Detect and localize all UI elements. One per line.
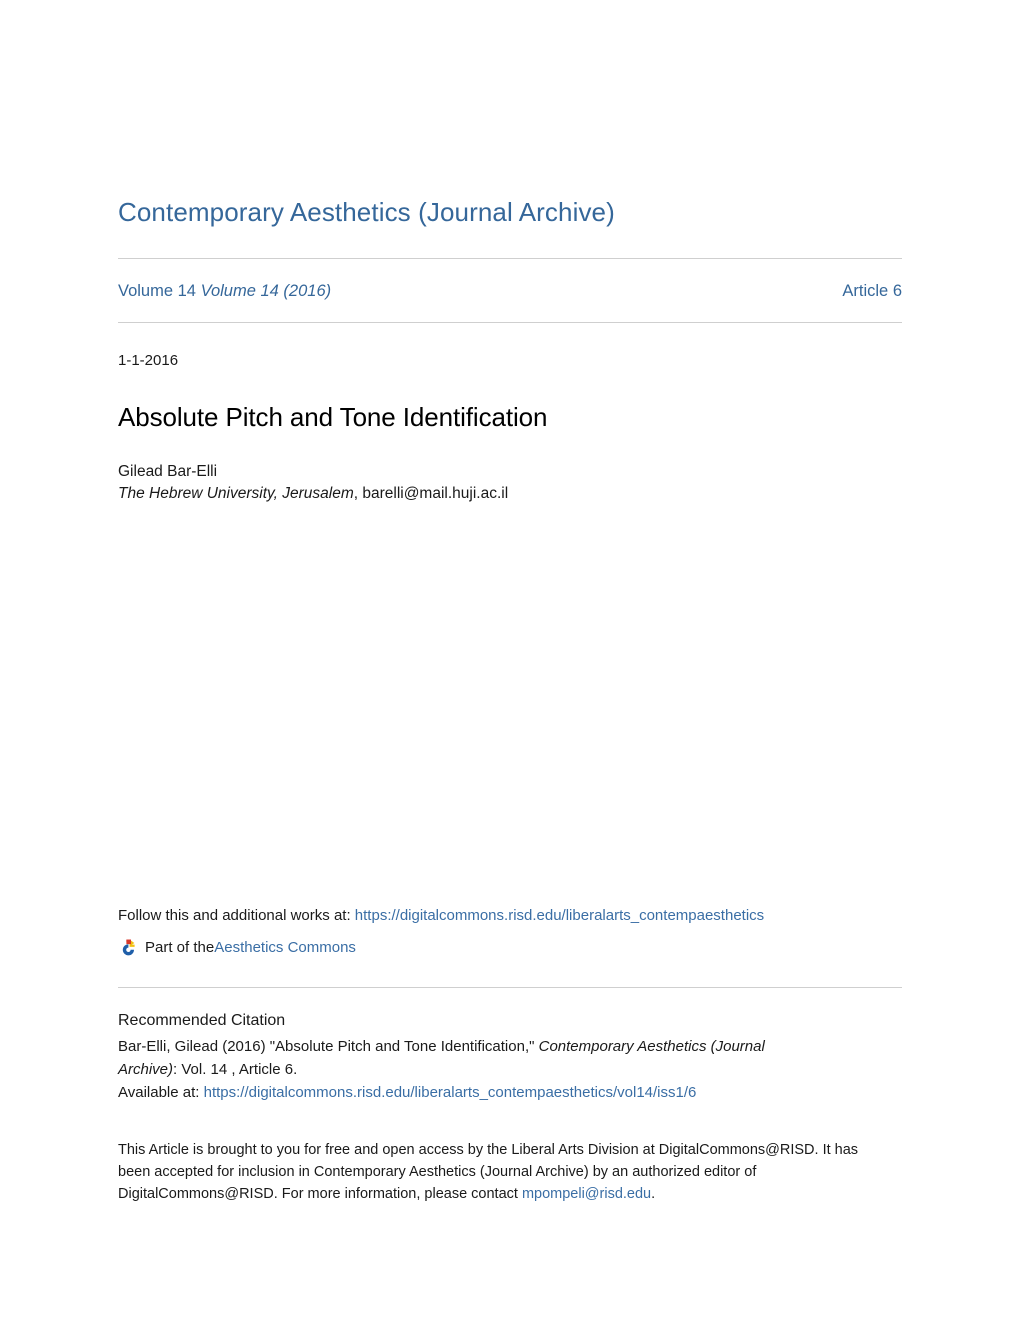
volume-number: Volume 14 [118, 282, 201, 300]
contact-email-link[interactable]: mpompeli@risd.edu [521, 1186, 652, 1202]
citation-text-after: : Vol. 14 , Article 6. [173, 1061, 298, 1078]
aesthetics-commons-link[interactable]: Aesthetics Commons [214, 939, 356, 956]
access-statement [118, 1104, 890, 1205]
volume-issue: Volume 14 (2016) [200, 282, 332, 300]
follow-prefix: Follow this and additional works at: [118, 907, 355, 924]
author-name: Gilead Bar-Elli [118, 463, 218, 480]
available-prefix: Available at: [118, 1084, 204, 1101]
access-statement-period: . [651, 1186, 656, 1202]
follow-works-line [118, 905, 902, 927]
available-at-link[interactable]: https://digitalcommons.risd.edu/liberalarts_contempaesthetics/vol14/iss1/6 [203, 1084, 697, 1101]
journal-title: Contemporary Aesthetics (Journal Archive) [118, 197, 615, 227]
blank-abstract-area [118, 505, 902, 905]
part-of-prefix: Part of the [145, 939, 215, 956]
follow-works-link[interactable]: https://digitalcommons.risd.edu/liberalarts_contempaesthetics [354, 907, 765, 924]
author-block [118, 433, 902, 505]
author-affiliation: The Hebrew University, Jerusalem [118, 485, 354, 502]
publication-date: 1-1-2016 [118, 352, 179, 369]
recommended-citation-block [118, 988, 902, 1104]
article-title: Absolute Pitch and Tone Identification [118, 402, 548, 432]
author-email: , barelli@mail.huji.ac.il [353, 485, 509, 502]
volume-info [118, 280, 331, 302]
access-statement-text: This Article is brought to you for free and open access by the Liberal Arts Division at DigitalCommons@RISD. It has been accepted for inclusion in Contemporary Aesthetics (Journal Archive) by an authorized editor of DigitalCommons@RISD. For more information, please contact [118, 1142, 859, 1202]
citation-text [118, 1035, 818, 1081]
citation-heading: Recommended Citation [118, 1012, 286, 1029]
citation-journal-name: Contemporary Aesthetics (Journal Archive) [118, 1038, 765, 1078]
citation-text-before: Bar-Elli, Gilead (2016) "Absolute Pitch and Tone Identification," [118, 1038, 539, 1055]
part-of-commons-line [118, 927, 902, 959]
volume-row [118, 259, 902, 322]
available-at-line [118, 1081, 902, 1104]
page-content [118, 196, 902, 1205]
author-affiliation-line [118, 483, 902, 505]
digital-commons-network-icon [118, 939, 139, 960]
article-number: Article 6 [842, 282, 902, 300]
